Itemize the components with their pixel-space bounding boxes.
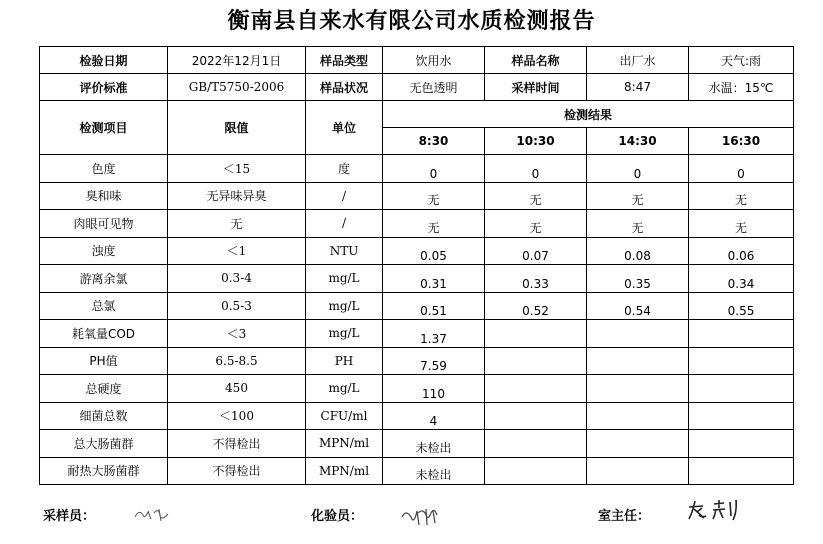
director-signature: [686, 497, 744, 525]
result-cell: [587, 457, 689, 485]
standard-value: GB/T5750-2006: [168, 74, 306, 101]
row-unit: mg/L: [306, 292, 383, 320]
result-cell: [587, 375, 689, 403]
row-limit: ＜3: [168, 320, 306, 348]
row-item: 耐热大肠菌群: [40, 457, 168, 485]
result-cell: 0.05: [383, 237, 485, 265]
sampling-time-label: 采样时间: [485, 74, 587, 101]
row-unit: mg/L: [306, 375, 383, 403]
result-cell: 1.37: [383, 320, 485, 348]
time-header: 14:30: [587, 128, 689, 155]
sample-name-value: 出厂水: [587, 47, 689, 74]
result-cell: 0.08: [587, 237, 689, 265]
row-unit: /: [306, 210, 383, 238]
result-cell: [485, 375, 587, 403]
table-row: [40, 265, 794, 293]
row-item: 总硬度: [40, 375, 168, 403]
row-item: 细菌总数: [40, 402, 168, 430]
result-cell: 无: [485, 210, 587, 238]
result-cell: 无: [587, 210, 689, 238]
table-row: [40, 320, 794, 348]
water-temp: 水温：15℃: [689, 74, 794, 101]
result-cell: 0.51: [383, 292, 485, 320]
row-unit: MPN/ml: [306, 457, 383, 485]
row-limit: 无异味异臭: [168, 182, 306, 210]
row-limit: 0.3-4: [168, 265, 306, 293]
header-row-1: [40, 47, 794, 74]
row-item: 臭和味: [40, 182, 168, 210]
table-row: [40, 347, 794, 375]
col-limit-header: 限值: [168, 101, 306, 155]
row-unit: 度: [306, 155, 383, 183]
sample-type-value: 饮用水: [383, 47, 485, 74]
result-cell: 无: [587, 182, 689, 210]
result-cell: 7.59: [383, 347, 485, 375]
result-cell: 0.31: [383, 265, 485, 293]
result-cell: 无: [485, 182, 587, 210]
result-cell: 4: [383, 402, 485, 430]
inspector-label: 化验员：: [311, 509, 364, 524]
inspector-signature: [400, 505, 442, 531]
time-header: 16:30: [689, 128, 794, 155]
row-limit: 不得检出: [168, 430, 306, 458]
row-item: PH值: [40, 347, 168, 375]
sampler-signature: [132, 503, 172, 525]
row-limit: 450: [168, 375, 306, 403]
col-unit-header: 单位: [306, 101, 383, 155]
result-cell: 0.06: [689, 237, 794, 265]
result-cell: [689, 320, 794, 348]
data-rows: [40, 155, 794, 485]
row-item: 色度: [40, 155, 168, 183]
col-results-header: 检测结果: [383, 101, 794, 128]
sample-state-value: 无色透明: [383, 74, 485, 101]
table-row: [40, 155, 794, 183]
row-limit: ＜1: [168, 237, 306, 265]
table-row: [40, 292, 794, 320]
table-row: [40, 375, 794, 403]
result-cell: 0.34: [689, 265, 794, 293]
result-cell: 0.54: [587, 292, 689, 320]
header-row-2: [40, 74, 794, 101]
result-cell: 110: [383, 375, 485, 403]
result-cell: 未检出: [383, 457, 485, 485]
result-cell: [689, 347, 794, 375]
result-cell: 未检出: [383, 430, 485, 458]
row-unit: NTU: [306, 237, 383, 265]
standard-label: 评价标准: [40, 74, 168, 101]
table-row: [40, 237, 794, 265]
result-cell: 无: [383, 182, 485, 210]
result-cell: [485, 347, 587, 375]
row-limit: 0.5-3: [168, 292, 306, 320]
time-header: 8:30: [383, 128, 485, 155]
row-limit: 6.5-8.5: [168, 347, 306, 375]
row-unit: MPN/ml: [306, 430, 383, 458]
result-cell: 0: [587, 155, 689, 183]
sample-state-label: 样品状况: [306, 74, 383, 101]
col-item-header: 检测项目: [40, 101, 168, 155]
row-item: 耗氧量COD: [40, 320, 168, 348]
result-cell: [587, 347, 689, 375]
result-cell: 0.35: [587, 265, 689, 293]
result-cell: [485, 320, 587, 348]
row-item: 总大肠菌群: [40, 430, 168, 458]
result-cell: 0.52: [485, 292, 587, 320]
row-limit: ＜100: [168, 402, 306, 430]
result-cell: [689, 457, 794, 485]
result-cell: [689, 375, 794, 403]
result-cell: 0.33: [485, 265, 587, 293]
result-cell: [485, 402, 587, 430]
report-title: 衡南县自来水有限公司水质检测报告: [227, 9, 596, 34]
column-header-row-1: [40, 101, 794, 128]
result-cell: 0: [383, 155, 485, 183]
sampler-label: 采样员：: [43, 509, 96, 524]
result-cell: 0.07: [485, 237, 587, 265]
row-item: 总氯: [40, 292, 168, 320]
director-label: 室主任：: [598, 509, 651, 524]
date-value: 2022年12月1日: [168, 47, 306, 74]
table-row: [40, 457, 794, 485]
sample-type-label: 样品类型: [306, 47, 383, 74]
date-label: 检验日期: [40, 47, 168, 74]
row-item: 肉眼可见物: [40, 210, 168, 238]
result-cell: 无: [383, 210, 485, 238]
time-header: 10:30: [485, 128, 587, 155]
result-cell: 无: [689, 182, 794, 210]
result-cell: [689, 402, 794, 430]
table-row: [40, 182, 794, 210]
row-unit: mg/L: [306, 320, 383, 348]
result-cell: [485, 430, 587, 458]
row-limit: 不得检出: [168, 457, 306, 485]
table-row: [40, 210, 794, 238]
result-cell: [689, 430, 794, 458]
row-unit: /: [306, 182, 383, 210]
row-unit: mg/L: [306, 265, 383, 293]
sample-name-label: 样品名称: [485, 47, 587, 74]
sampling-time-value: 8:47: [587, 74, 689, 101]
row-item: 游离余氯: [40, 265, 168, 293]
row-limit: 无: [168, 210, 306, 238]
row-limit: ＜15: [168, 155, 306, 183]
result-cell: [587, 320, 689, 348]
table-row: [40, 430, 794, 458]
result-cell: 无: [689, 210, 794, 238]
report-table: [39, 46, 794, 485]
row-unit: CFU/ml: [306, 402, 383, 430]
weather: 天气:雨: [689, 47, 794, 74]
result-cell: [485, 457, 587, 485]
result-cell: 0: [689, 155, 794, 183]
table-row: [40, 402, 794, 430]
result-cell: [587, 430, 689, 458]
result-cell: 0: [485, 155, 587, 183]
row-item: 浊度: [40, 237, 168, 265]
result-cell: 0.55: [689, 292, 794, 320]
result-cell: [587, 402, 689, 430]
row-unit: PH: [306, 347, 383, 375]
